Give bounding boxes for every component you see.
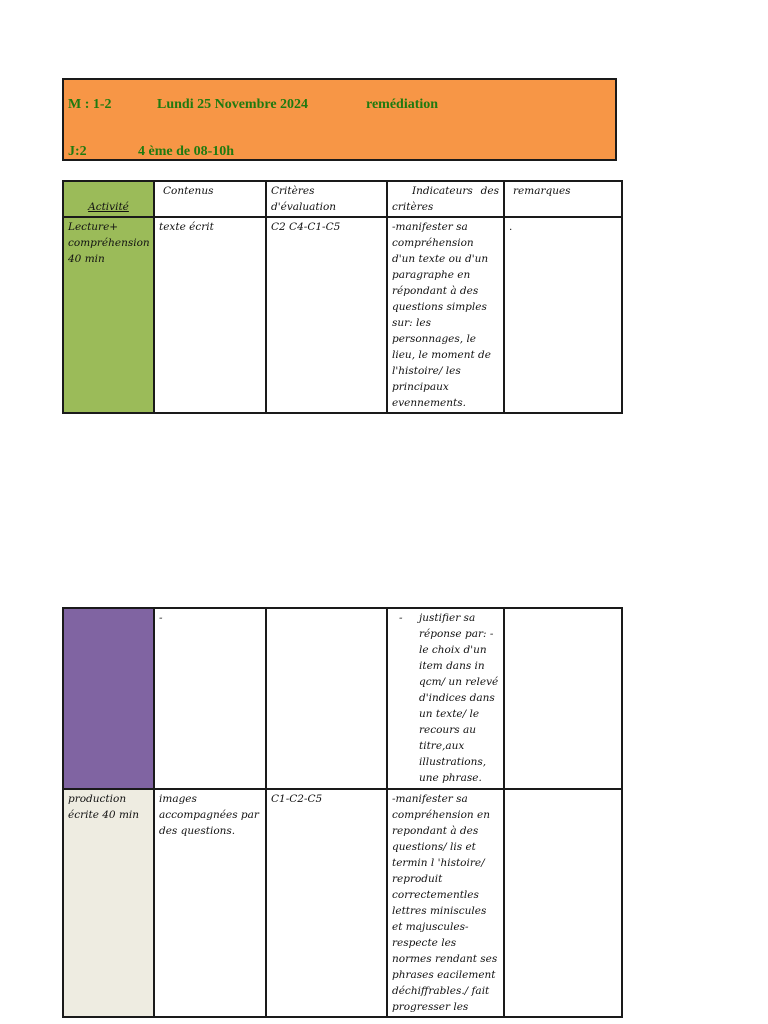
module-label: M : 1-2	[68, 97, 112, 112]
lesson-table-2	[62, 607, 623, 1018]
activite-cell: production écrite 40 min	[63, 789, 154, 1017]
date-label: Lundi 25 Novembre 2024	[157, 97, 309, 112]
activite-cell: Lecture+ compréhension 40 min	[63, 217, 154, 413]
indicateurs-text: justifier sa réponse par: - le choix d'un item dans in qcm/ un relevé d'indices dans un texte/ le recours au titre,aux illustrations, une phrase.	[419, 612, 499, 784]
activite-cell	[63, 608, 154, 789]
header-remarques: remarques	[504, 181, 622, 217]
table-row	[63, 789, 622, 1017]
table-header-row	[63, 181, 622, 217]
indicateurs-cell: -manifester sa compréhension en repondant à des questions/ lis et termin l 'histoire/ reproduit correctementles lettres miniscules et majuscules- respecte les normes rendant ses phrases eacilement déchiffrables./ fait progresser les	[387, 789, 504, 1017]
table-row	[63, 608, 622, 789]
remarques-cell	[504, 608, 622, 789]
header-activite: Activité	[63, 181, 154, 217]
contenus-cell: -	[154, 608, 266, 789]
header-contenus: Contenus	[154, 181, 266, 217]
indicateurs-cell: -manifester sa compréhension d'un texte ou d'un paragraphe en répondant à des questions simples sur: les personnages, le lieu, le moment de l'histoire/ les principaux evennements.	[387, 217, 504, 413]
contenus-cell: texte écrit	[154, 217, 266, 413]
header-indicateurs: Indicateurs des critères	[387, 181, 504, 217]
header-criteres: Critères d'évaluation	[266, 181, 387, 217]
table-row	[63, 217, 622, 413]
criteres-cell	[266, 608, 387, 789]
contenus-cell: images accompagnées par des questions.	[154, 789, 266, 1017]
lesson-table-1	[62, 180, 623, 414]
criteres-cell: C1-C2-C5	[266, 789, 387, 1017]
remarques-cell: .	[504, 217, 622, 413]
day-label: J:2	[68, 144, 87, 159]
remarques-cell	[504, 789, 622, 1017]
indicateurs-cell: - justifier sa réponse par: - le choix d'un item dans in qcm/ un relevé d'indices dans un texte/ le recours au titre,aux illustrations, une phrase.	[387, 608, 504, 789]
class-time: 4 ème de 08-10h	[138, 144, 235, 159]
criteres-cell: C2 C4-C1-C5	[266, 217, 387, 413]
session-type: remédiation	[366, 97, 439, 112]
